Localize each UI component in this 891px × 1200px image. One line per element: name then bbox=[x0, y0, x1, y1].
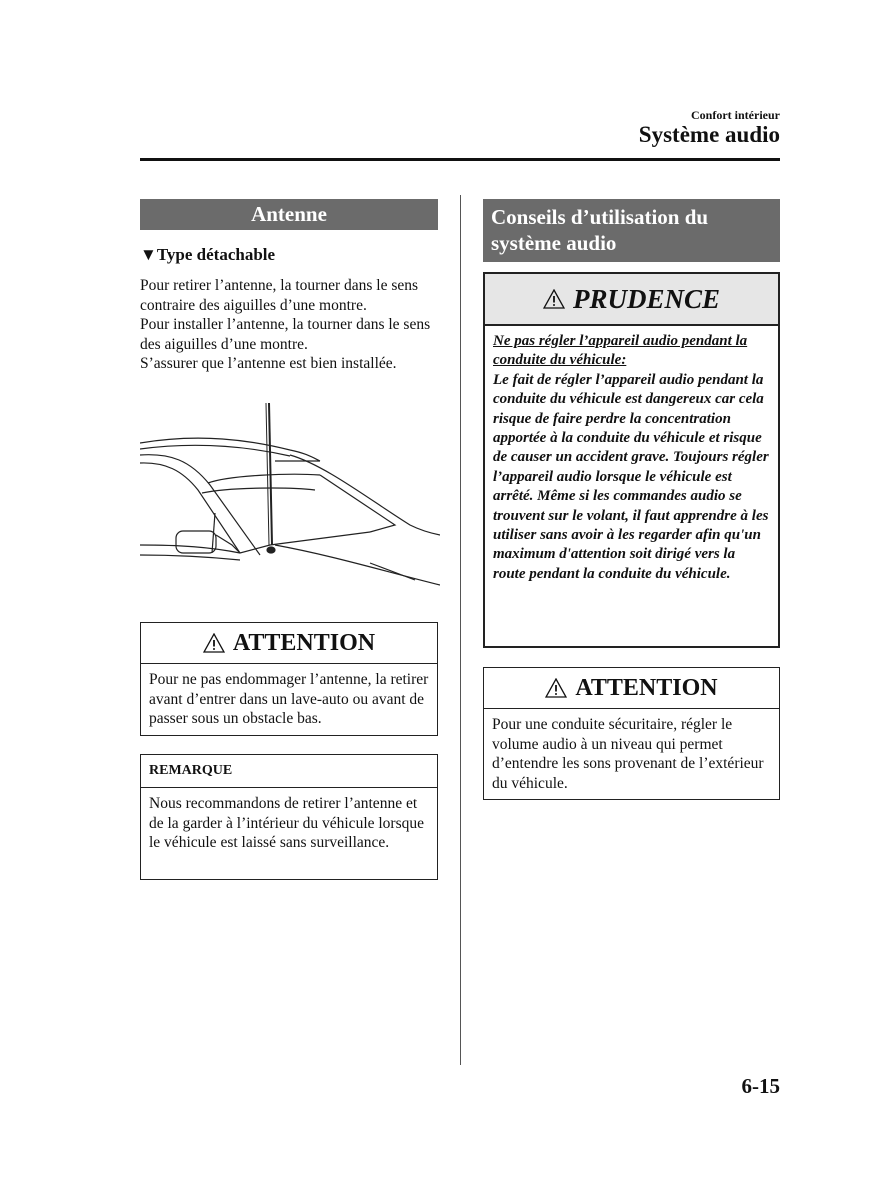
page-title: Système audio bbox=[638, 122, 780, 147]
attention-title-text: ATTENTION bbox=[232, 629, 376, 656]
paragraph: S’assurer que l’antenne est bien installée. bbox=[140, 355, 397, 372]
antenne-heading: Antenne bbox=[140, 199, 438, 230]
section-label: Confort intérieur bbox=[691, 108, 780, 122]
attention-box bbox=[140, 622, 438, 736]
header-rule bbox=[140, 158, 780, 161]
prudence-body bbox=[485, 326, 778, 590]
paragraph: Pour retirer l’antenne, la tourner dans le sens contraire des aiguilles d’une montre. bbox=[140, 277, 419, 314]
remarque-box bbox=[140, 754, 438, 880]
column-divider bbox=[460, 195, 461, 1065]
subheading bbox=[140, 245, 275, 265]
antenne-instructions bbox=[140, 276, 440, 374]
prudence-title-text: PRUDENCE bbox=[572, 283, 721, 314]
warning-triangle-icon bbox=[543, 289, 565, 309]
attention-title-text: ATTENTION bbox=[575, 674, 718, 701]
triangle-marker-icon: ▼ bbox=[140, 245, 157, 264]
subheading-text: Type détachable bbox=[156, 245, 276, 264]
antenna-illustration bbox=[140, 395, 440, 600]
prudence-text: Le fait de régler l’appareil audio pendant la conduite du véhicule est dangereux car cela risque de faire perdre la concentration apportée à la conduite du véhicule et risque de causer un accident grave. Toujours régler l’appareil audio lorsque le véhicule est arrêté. Même si les commandes audio se trouvent sur le volant, il faut apprendre à les utiliser sans avoir à les regarder afin qu'un maximum d'attention soit dirigé vers la route pendant la conduite du véhicule. bbox=[493, 371, 769, 582]
attention-box bbox=[483, 667, 780, 800]
prudence-lead: Ne pas régler l’appareil audio pendant la conduite du véhicule: bbox=[493, 333, 748, 369]
attention-text: Pour une conduite sécuritaire, régler le volume audio à un niveau qui permet d’entendre les sons provenant de l’extérieur du véhicule. bbox=[492, 716, 764, 792]
warning-triangle-icon bbox=[203, 633, 225, 653]
paragraph: Pour installer l’antenne, la tourner dans le sens des aiguilles d’une montre. bbox=[140, 316, 431, 353]
prudence-box bbox=[483, 272, 780, 648]
conseils-heading: Conseils d’utilisation du système audio bbox=[483, 199, 780, 262]
remarque-title: REMARQUE bbox=[141, 755, 437, 788]
warning-triangle-icon bbox=[545, 678, 567, 698]
attention-text: Pour ne pas endommager l’antenne, la retirer avant d’entrer dans un lave-auto ou avant de passer sous un obstacle bas. bbox=[149, 671, 429, 727]
attention-title bbox=[484, 668, 779, 709]
prudence-title bbox=[485, 274, 778, 326]
remarque-text: Nous recommandons de retirer l’antenne et de la garder à l’intérieur du véhicule lorsque le véhicule est laissé sans surveillance. bbox=[149, 795, 425, 851]
attention-title bbox=[141, 623, 437, 664]
page-number: 6-15 bbox=[741, 1074, 780, 1098]
